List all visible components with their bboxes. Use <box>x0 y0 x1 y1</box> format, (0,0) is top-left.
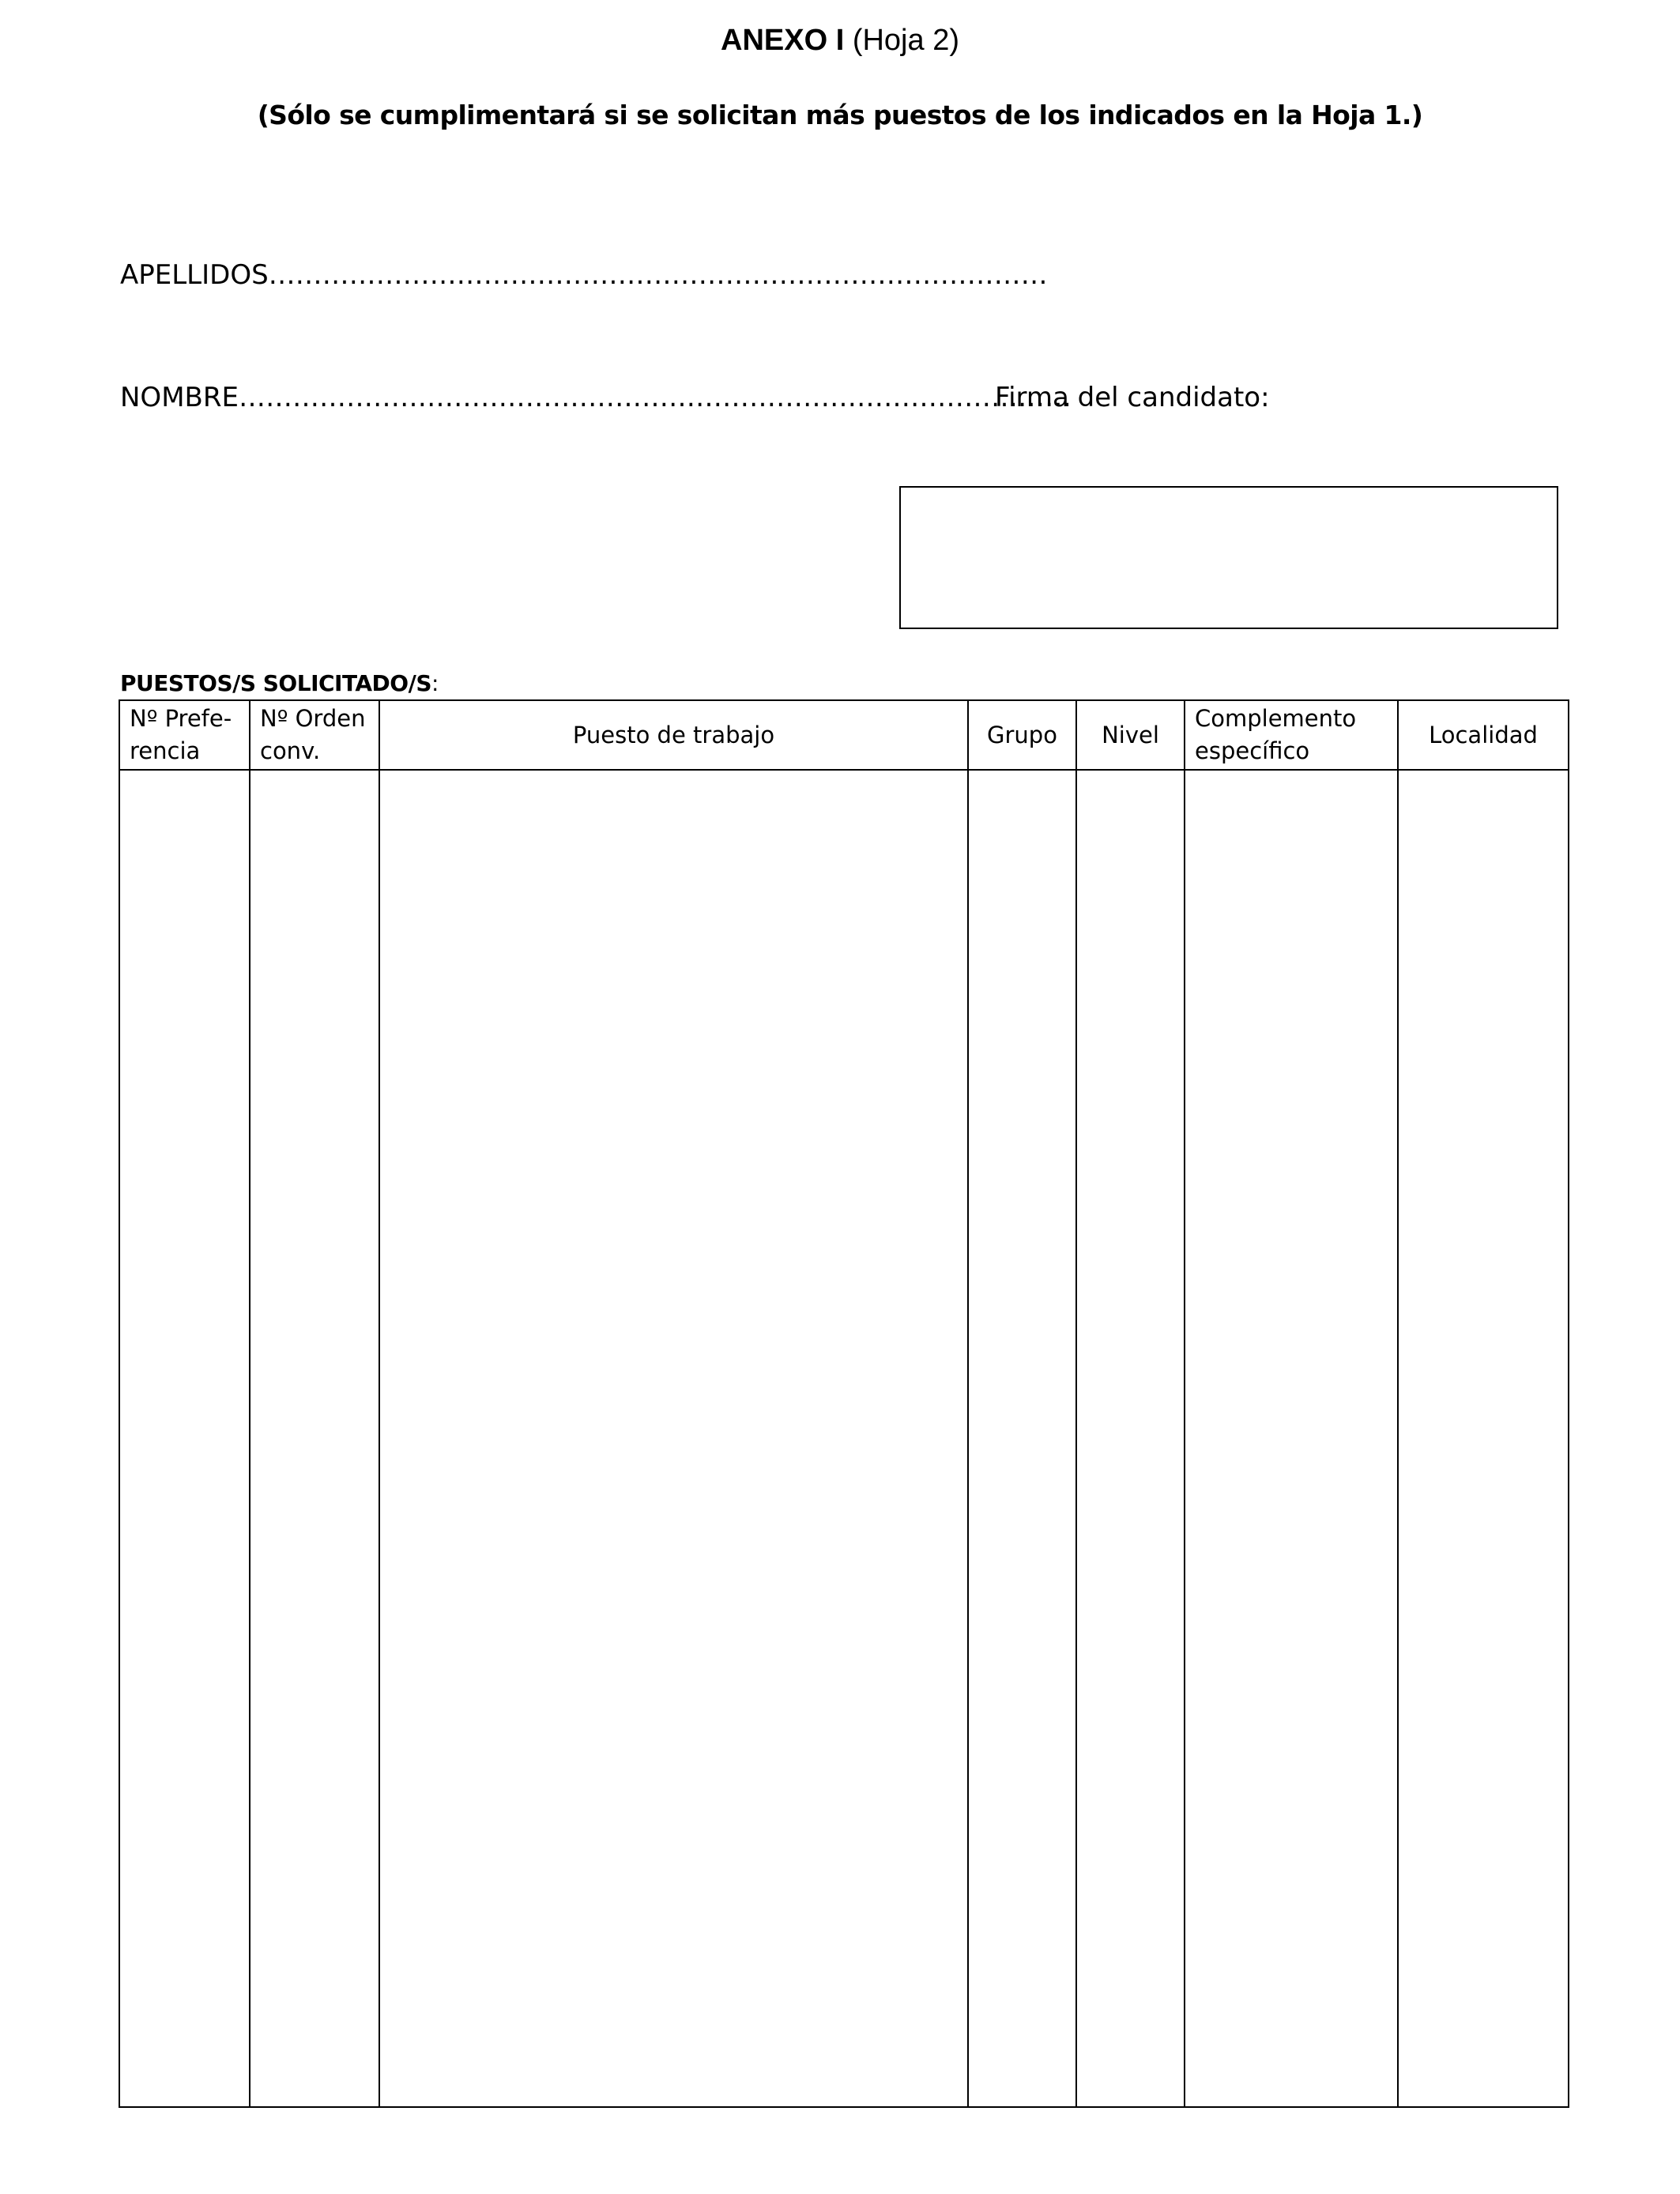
signature-box[interactable] <box>899 486 1558 629</box>
col-header-puesto: Puesto de trabajo <box>379 700 968 770</box>
document-subtitle: (Sólo se cumplimentará si se solicitan más puestos de los indicados en la Hoja 1.) <box>257 100 1423 130</box>
col-header-nivel: Nivel <box>1076 700 1185 770</box>
col-header-preferencia <box>119 700 250 770</box>
table-heading-text: PUESTOS/S SOLICITADO/S <box>120 670 431 696</box>
cell-complemento[interactable] <box>1185 770 1398 2107</box>
cell-orden[interactable] <box>250 770 379 2107</box>
col-header-orden-line1: Nº Orden <box>260 705 366 732</box>
nombre-field[interactable]: NOMBRE………………………………………………………………………………… <box>120 382 1072 413</box>
firma-label: Firma del candidato: <box>995 382 1270 413</box>
cell-preferencia[interactable] <box>119 770 250 2107</box>
col-header-grupo: Grupo <box>968 700 1076 770</box>
table-row <box>119 770 1569 2107</box>
cell-localidad[interactable] <box>1398 770 1569 2107</box>
col-header-complemento-line2: específico <box>1195 737 1310 764</box>
title-main: ANEXO I <box>721 24 845 57</box>
cell-grupo[interactable] <box>968 770 1076 2107</box>
col-header-complemento-line1: Complemento <box>1195 705 1357 732</box>
cell-nivel[interactable] <box>1076 770 1185 2107</box>
cell-puesto[interactable] <box>379 770 968 2107</box>
col-header-orden-line2: conv. <box>260 737 321 764</box>
table-heading <box>120 670 439 696</box>
col-header-complemento <box>1185 700 1398 770</box>
col-header-preferencia-line2: rencia <box>130 737 201 764</box>
col-header-preferencia-line1: Nº Prefe- <box>130 705 232 732</box>
apellidos-field[interactable]: APELLIDOS…………………………………………………………………………… <box>120 259 1048 291</box>
col-header-localidad: Localidad <box>1398 700 1569 770</box>
table-header-row <box>119 700 1569 770</box>
title-sheet: (Hoja 2) <box>852 24 959 57</box>
col-header-orden <box>250 700 379 770</box>
document-title <box>0 24 1680 58</box>
table-heading-colon: : <box>431 670 439 696</box>
puestos-table <box>119 699 1569 2108</box>
